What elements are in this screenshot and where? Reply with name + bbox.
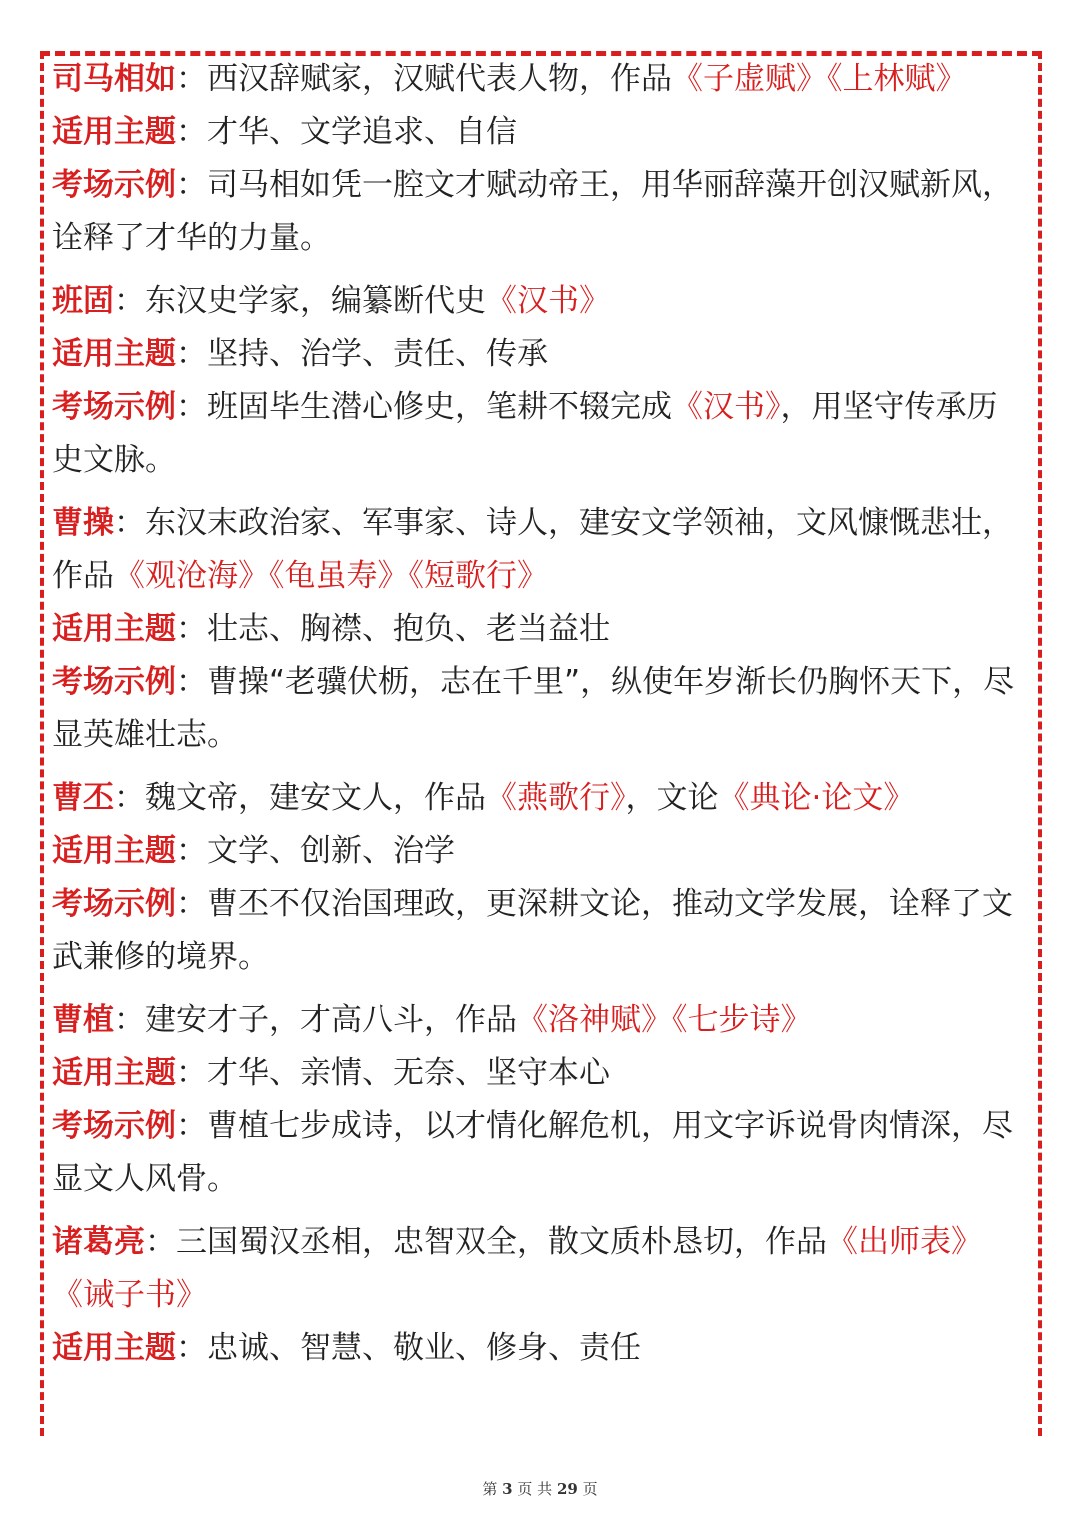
work-title: 《燕歌行》 bbox=[486, 780, 626, 816]
entry-intro bbox=[52, 1216, 1022, 1322]
person-name: 司马相如 bbox=[52, 61, 176, 97]
footer-suffix: 页 bbox=[582, 1480, 598, 1498]
theme-label: 适用主题 bbox=[52, 114, 176, 150]
footer-total-pages: 29 bbox=[556, 1480, 578, 1498]
example-line bbox=[52, 381, 1022, 487]
entry-ban-gu bbox=[52, 275, 1022, 487]
theme-label: 适用主题 bbox=[52, 1330, 176, 1366]
person-name: 诸葛亮 bbox=[52, 1224, 145, 1260]
theme-label: 适用主题 bbox=[52, 336, 176, 372]
footer-middle: 页 共 bbox=[517, 1480, 553, 1498]
person-desc: ：魏文帝，建安文人，作品 bbox=[114, 780, 486, 816]
theme-text: ：坚持、治学、责任、传承 bbox=[176, 336, 548, 372]
work-title: 《洛神赋》 bbox=[517, 1002, 672, 1038]
example-label: 考场示例 bbox=[52, 1108, 176, 1144]
theme-line bbox=[52, 106, 1022, 159]
example-text: ：班固毕生潜心修史，笔耕不辍完成 bbox=[176, 389, 672, 425]
example-text: ，用坚守传承历史文脉。 bbox=[52, 389, 998, 478]
footer-prefix: 第 bbox=[482, 1480, 498, 1498]
entry-intro bbox=[52, 772, 1022, 825]
person-desc: ：三国蜀汉丞相，忠智双全，散文质朴恳切，作品 bbox=[145, 1224, 827, 1260]
example-line bbox=[52, 159, 1022, 265]
entry-cao-pi bbox=[52, 772, 1022, 984]
entry-cao-cao bbox=[52, 497, 1022, 762]
work-title: 《七步诗》 bbox=[672, 1002, 812, 1038]
work-title: 《上林赋》 bbox=[827, 61, 967, 97]
example-line bbox=[52, 878, 1022, 984]
example-label: 考场示例 bbox=[52, 167, 176, 203]
entry-intro bbox=[52, 275, 1022, 328]
theme-label: 适用主题 bbox=[52, 833, 176, 869]
person-desc: ：西汉辞赋家，汉赋代表人物，作品 bbox=[176, 61, 672, 97]
theme-text: ：文学、创新、治学 bbox=[176, 833, 455, 869]
entry-cao-zhi bbox=[52, 994, 1022, 1206]
page-footer bbox=[0, 1478, 1080, 1499]
person-name: 曹操 bbox=[52, 505, 114, 541]
theme-text: ：才华、文学追求、自信 bbox=[176, 114, 517, 150]
entry-intro bbox=[52, 497, 1022, 603]
person-desc: ：建安才子，才高八斗，作品 bbox=[114, 1002, 517, 1038]
work-title: 《典论·论文》 bbox=[718, 780, 915, 816]
example-text: ：曹丕不仅治国理政，更深耕文论，推动文学发展，诠释了文武兼修的境界。 bbox=[52, 886, 1013, 975]
theme-line bbox=[52, 1322, 1022, 1375]
theme-line bbox=[52, 825, 1022, 878]
theme-line bbox=[52, 328, 1022, 381]
work-title: 《子虚赋》 bbox=[672, 61, 827, 97]
document-body bbox=[52, 53, 1022, 1385]
theme-line bbox=[52, 1047, 1022, 1100]
theme-line bbox=[52, 603, 1022, 656]
person-desc: ：东汉史学家，编纂断代史 bbox=[114, 283, 486, 319]
footer-page-number: 3 bbox=[502, 1480, 513, 1498]
entry-intro bbox=[52, 53, 1022, 106]
person-name: 曹植 bbox=[52, 1002, 114, 1038]
entry-intro bbox=[52, 994, 1022, 1047]
example-line bbox=[52, 656, 1022, 762]
person-desc: ：东汉末政治家、军事家、诗人，建安文学领袖，文风慷慨悲壮，作品 bbox=[52, 505, 1013, 594]
entry-zhuge-liang bbox=[52, 1216, 1022, 1375]
example-line bbox=[52, 1100, 1022, 1206]
example-text: ：司马相如凭一腔文才赋动帝王，用华丽辞藻开创汉赋新风，诠释了才华的力量。 bbox=[52, 167, 1013, 256]
work-title: 《观沧海》 bbox=[114, 558, 269, 594]
person-name: 曹丕 bbox=[52, 780, 114, 816]
theme-text: ：才华、亲情、无奈、坚守本心 bbox=[176, 1055, 610, 1091]
theme-label: 适用主题 bbox=[52, 611, 176, 647]
example-text: ：曹操“老骥伏枥，志在千里”，纵使年岁渐长仍胸怀天下，尽显英雄壮志。 bbox=[52, 664, 1015, 753]
theme-label: 适用主题 bbox=[52, 1055, 176, 1091]
work-title: 《出师表》 bbox=[827, 1224, 982, 1260]
work-title: 《汉书》 bbox=[486, 283, 610, 319]
theme-text: ：忠诚、智慧、敬业、修身、责任 bbox=[176, 1330, 641, 1366]
person-desc: ，文论 bbox=[625, 780, 719, 816]
work-title: 《汉书》 bbox=[672, 389, 781, 425]
work-title: 《短歌行》 bbox=[408, 558, 548, 594]
work-title: 《诫子书》 bbox=[52, 1277, 207, 1313]
work-title: 《龟虽寿》 bbox=[269, 558, 409, 594]
theme-text: ：壮志、胸襟、抱负、老当益壮 bbox=[176, 611, 610, 647]
example-label: 考场示例 bbox=[52, 664, 176, 700]
example-label: 考场示例 bbox=[52, 389, 176, 425]
entry-sima-xiangru bbox=[52, 53, 1022, 265]
person-name: 班固 bbox=[52, 283, 114, 319]
example-label: 考场示例 bbox=[52, 886, 176, 922]
example-text: ：曹植七步成诗，以才情化解危机，用文字诉说骨肉情深，尽显文人风骨。 bbox=[52, 1108, 1013, 1197]
